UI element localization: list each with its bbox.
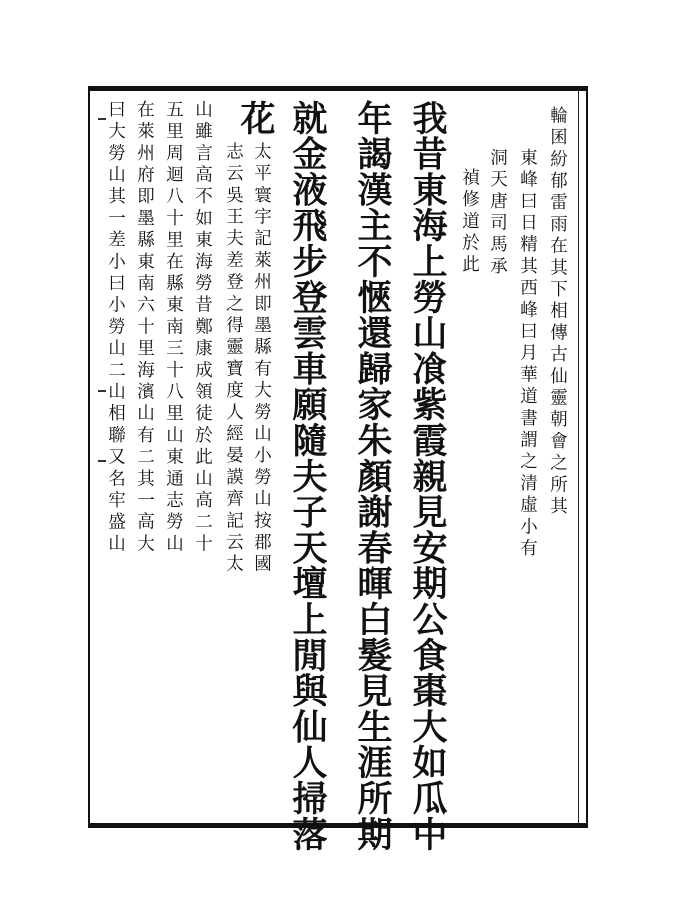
- margin-mark: [98, 118, 106, 120]
- commentary-column-10: 曰大勞山其一差小曰小勞山二山相聯又名牢盛山: [105, 100, 126, 556]
- fold-line: [578, 90, 579, 824]
- commentary-column-3: 洞天唐司馬承: [487, 148, 508, 279]
- margin-mark: [98, 390, 106, 392]
- commentary-column-9: 在萊州府即墨縣東南六十里海濱山有二其一高大: [134, 100, 155, 556]
- margin-mark: [98, 460, 106, 462]
- poem-line-2: 年謁漢主不愜還歸家朱顏謝春暉白髮見生涯所期: [352, 100, 393, 852]
- commentary-column-7: 山雖言高不如東海勞昔鄭康成領徒於此山高二十: [192, 100, 213, 556]
- commentary-column-2: 東峰曰日精其西峰曰月華道書謂之清虛小有: [517, 148, 538, 561]
- commentary-column-8: 五里周迴八十里在縣東南三十八里山東通志勞山: [163, 100, 184, 556]
- poem-line-3: 就金液飛步登雲車願隨夫子天壇上閒與仙人掃落: [287, 100, 328, 852]
- commentary-column-1: 輪囷紛郁雷雨在其下相傳古仙靈朝會之所其: [547, 106, 568, 519]
- commentary-column-6: 志云吳王夫差登之得靈寶度人經晏謨齊記云太: [223, 142, 244, 576]
- poem-line-1: 我昔東海上勞山飡紫霞親見安期公食棗大如瓜中: [407, 100, 448, 852]
- page-border-frame: [88, 86, 588, 828]
- commentary-column-5: 太平寰宇記萊州即墨縣有大勞山小勞山按郡國: [251, 142, 272, 576]
- poem-line-4: 花: [235, 100, 276, 136]
- commentary-column-4: 禎修道於此: [459, 168, 480, 277]
